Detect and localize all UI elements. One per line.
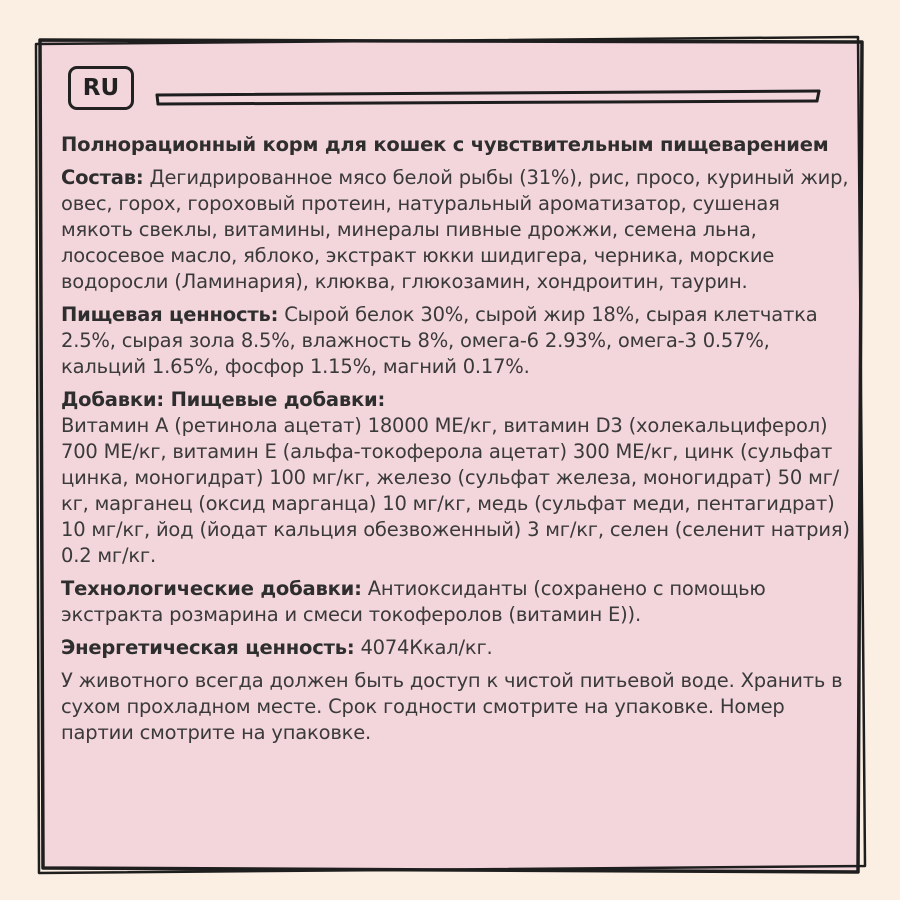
nutrition-text: Сырой белок 30%, сырой жир 18%, сырая клетчатка 2.5%, сырая зола 8.5%, влажность 8%, омега-6 2.93%, омега-3 0.57%, кальций 1.65%, фосфор 1.15%, магний 0.17%.	[61, 303, 818, 378]
nutrition-label: Пищевая ценность:	[61, 303, 279, 326]
energy-text: 4074Ккал/кг.	[360, 636, 493, 659]
label-text	[61, 132, 851, 753]
language-badge: RU	[68, 66, 134, 110]
additives-section	[61, 387, 851, 569]
composition-label: Состав:	[61, 166, 144, 189]
energy-label: Энергетическая ценность:	[61, 636, 355, 659]
tech-additives-section	[61, 576, 851, 628]
additives-text: Витамин А (ретинола ацетат) 18000 МЕ/кг, витамин D3 (холекальциферол) 700 МЕ/кг, витамин Е (альфа-токоферола ацетат) 300 МЕ/кг, цинк (сульфат цинка, моногидрат) 100 мг/кг, железо (сульфат железа, моногидрат) 50 мг/кг, марганец (оксид марганца) 10 мг/кг, медь (сульфат меди, пентагидрат) 10 мг/кг, йод (йодат кальция обезвоженный) 3 мг/кг, селен (селенит натрия) 0.2 мг/кг.	[61, 414, 850, 567]
tech-additives-text: Антиоксиданты (сохранено с помощью экстракта розмарина и смеси токоферолов (витамин Е)).	[61, 577, 766, 626]
composition-section	[61, 165, 851, 295]
additives-label: Добавки: Пищевые добавки:	[61, 388, 386, 411]
composition-text: Дегидрированное мясо белой рыбы (31%), рис, просо, куриный жир, овес, горох, гороховый протеин, натуральный ароматизатор, сушеная мякоть свеклы, витамины, минералы пивные дрожжи, семена льна, лососевое масло, яблоко, экстракт юкки шидигера, черника, морские водоросли (Ламинария), клюква, глюкозамин, хондроитин, таурин.	[61, 166, 849, 293]
tech-additives-label: Технологические добавки:	[61, 577, 362, 600]
footer-note: У животного всегда должен быть доступ к чистой питьевой воде. Хранить в сухом прохладном месте. Срок годности смотрите на упаковке. Номер партии смотрите на упаковке.	[61, 669, 843, 744]
nutrition-section	[61, 302, 851, 380]
energy-section	[61, 635, 851, 661]
product-title: Полнорационный корм для кошек с чувствительным пищеварением	[61, 133, 829, 156]
